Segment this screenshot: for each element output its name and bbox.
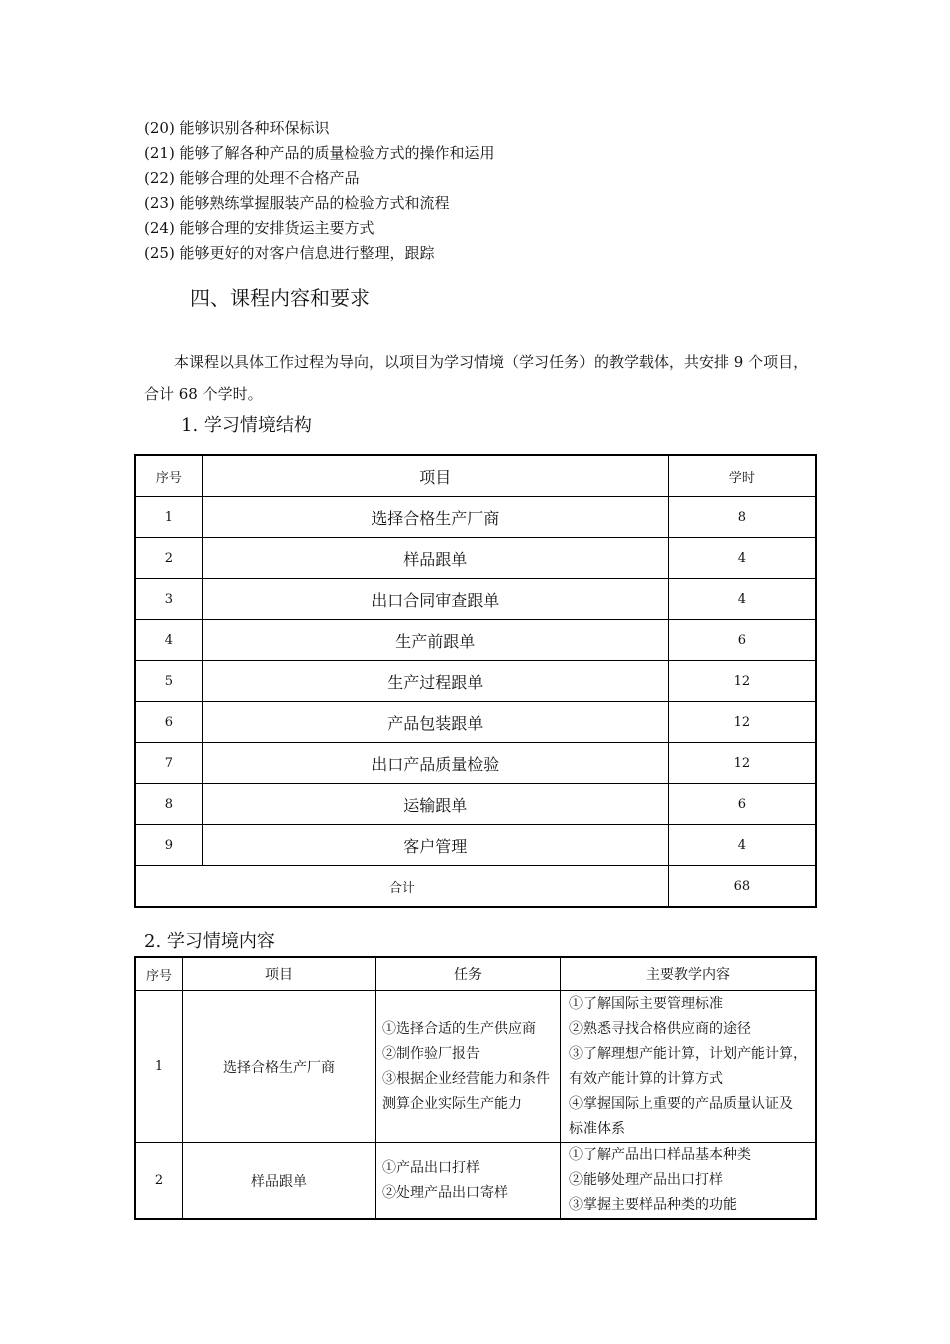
task-line: ②制作验厂报告	[382, 1045, 480, 1062]
task-line: ②处理产品出口寄样	[382, 1184, 508, 1201]
intro-paragraph	[144, 346, 814, 410]
content-line: ③了解理想产能计算，计划产能计算，	[569, 1045, 807, 1062]
list-item: (24) 能够合理的安排货运主要方式	[144, 219, 375, 237]
header-content: 主要教学内容	[561, 957, 817, 991]
cell-seq: 9	[135, 825, 202, 866]
list-item: (23) 能够熟练掌握服装产品的检验方式和流程	[144, 194, 450, 212]
content-line: ①了解产品出口样品基本种类	[569, 1147, 751, 1163]
table-row	[135, 825, 816, 866]
list-item: (22) 能够合理的处理不合格产品	[144, 169, 360, 187]
table-row	[135, 1143, 816, 1220]
table-header-row	[135, 957, 816, 991]
cell-seq: 3	[135, 579, 202, 620]
table-row	[135, 579, 816, 620]
cell-hours: 8	[668, 497, 816, 538]
cell-hours: 6	[668, 784, 816, 825]
intro-text: 本课程以具体工作过程为导向，以项目为学习情境（学习任务）的教学载体，共安排 9 个项目，合计 68 个学时。	[144, 353, 809, 403]
task-line: ①产品出口打样	[382, 1159, 480, 1176]
table-row	[135, 620, 816, 661]
cell-hours: 12	[668, 743, 816, 784]
cell-content	[561, 991, 817, 1143]
cell-seq: 1	[135, 497, 202, 538]
header-item: 项目	[183, 957, 376, 991]
task-line: ③根据企业经营能力和条件测算企业实际生产能力	[382, 1070, 550, 1112]
table-row	[135, 497, 816, 538]
cell-seq: 7	[135, 743, 202, 784]
structure-table	[134, 454, 817, 908]
cell-seq: 6	[135, 702, 202, 743]
cell-tasks	[376, 1143, 561, 1220]
cell-seq: 5	[135, 661, 202, 702]
list-item: (20) 能够识别各种环保标识	[144, 119, 330, 137]
ability-list	[144, 116, 495, 266]
cell-seq: 2	[135, 1143, 183, 1220]
task-line: ①选择合适的生产供应商	[382, 1020, 536, 1037]
cell-item: 客户管理	[202, 825, 668, 866]
list-item: (25) 能够更好的对客户信息进行整理，跟踪	[144, 244, 435, 262]
cell-hours: 4	[668, 538, 816, 579]
cell-item: 产品包装跟单	[202, 702, 668, 743]
cell-item: 生产前跟单	[202, 620, 668, 661]
header-task: 任务	[376, 957, 561, 991]
header-seq: 序号	[135, 957, 183, 991]
content-table-title: 2. 学习情境内容	[144, 931, 275, 952]
table-header-row	[135, 455, 816, 497]
list-item: (21) 能够了解各种产品的质量检验方式的操作和运用	[144, 144, 495, 162]
content-line: ④掌握国际上重要的产品质量认证及	[569, 1095, 793, 1112]
cell-item: 运输跟单	[202, 784, 668, 825]
table-row	[135, 702, 816, 743]
header-hours: 学时	[668, 455, 816, 497]
cell-item: 样品跟单	[183, 1143, 376, 1220]
header-seq: 序号	[135, 455, 202, 497]
cell-item: 生产过程跟单	[202, 661, 668, 702]
cell-hours: 4	[668, 579, 816, 620]
content-line: ②能够处理产品出口打样	[569, 1172, 723, 1188]
cell-item: 样品跟单	[202, 538, 668, 579]
content-line: ①了解国际主要管理标准	[569, 995, 723, 1012]
cell-hours: 6	[668, 620, 816, 661]
cell-hours: 4	[668, 825, 816, 866]
cell-tasks	[376, 991, 561, 1143]
table-row	[135, 991, 816, 1143]
cell-item: 出口合同审查跟单	[202, 579, 668, 620]
content-line: 有效产能计算的计算方式	[569, 1070, 723, 1087]
header-item: 项目	[202, 455, 668, 497]
cell-seq: 2	[135, 538, 202, 579]
table-row	[135, 661, 816, 702]
cell-item: 选择合格生产厂商	[202, 497, 668, 538]
content-line: ③掌握主要样品种类的功能	[569, 1197, 737, 1213]
table-row	[135, 743, 816, 784]
table-total-row	[135, 866, 816, 908]
cell-item: 出口产品质量检验	[202, 743, 668, 784]
table-row	[135, 784, 816, 825]
content-line: 标准体系	[569, 1120, 625, 1137]
total-value: 68	[668, 866, 816, 908]
cell-content	[561, 1143, 817, 1220]
section-title: 四、课程内容和要求	[190, 286, 370, 310]
content-line: ②熟悉寻找合格供应商的途径	[569, 1020, 751, 1037]
cell-seq: 8	[135, 784, 202, 825]
cell-hours: 12	[668, 661, 816, 702]
content-table	[134, 956, 817, 1220]
cell-item: 选择合格生产厂商	[183, 991, 376, 1143]
table-row	[135, 538, 816, 579]
cell-hours: 12	[668, 702, 816, 743]
total-label: 合计	[135, 866, 668, 908]
cell-seq: 1	[135, 991, 183, 1143]
structure-table-title: 1. 学习情境结构	[181, 415, 312, 436]
cell-seq: 4	[135, 620, 202, 661]
